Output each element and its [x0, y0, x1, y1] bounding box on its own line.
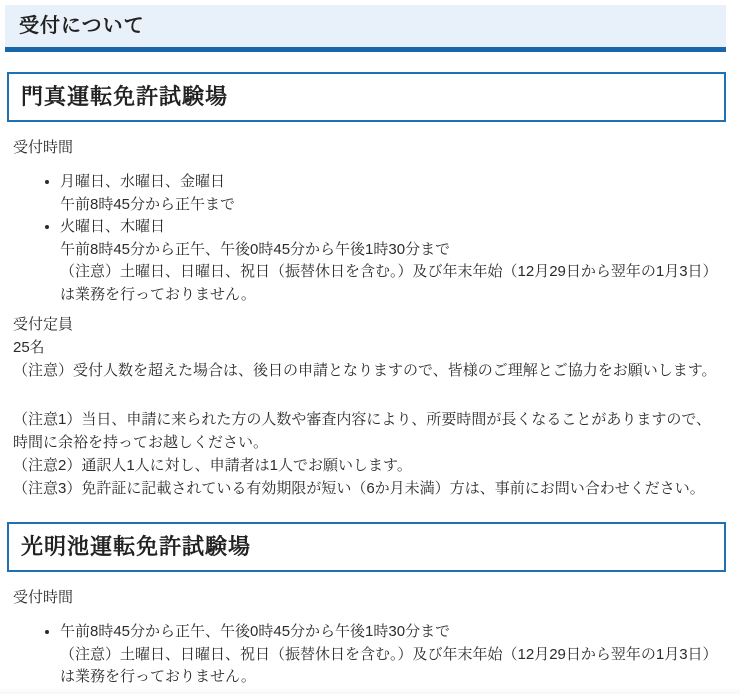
hours-list-kadoma — [13, 171, 740, 306]
note-line: 時間に余裕を持ってお越しください。 — [13, 434, 269, 451]
list-item — [60, 216, 740, 306]
hours-line: は業務を行っておりません。 — [60, 285, 256, 303]
hours-line: 午前8時45分から正午まで — [60, 195, 236, 213]
page-title: 受付について — [5, 5, 726, 52]
hours-line: は業務を行っておりません。 — [60, 668, 256, 685]
hours-line: 午前8時45分から正午、午後0時45分から午後1時30分まで — [60, 240, 451, 258]
capacity-value: 25名 — [13, 339, 45, 356]
section-heading-kadoma: 門真運転免許試験場 — [7, 72, 726, 122]
capacity-note: （注意）受付人数を超えた場合は、後日の申請となりますので、皆様のご理解とご協力をお願いします。 — [13, 362, 717, 379]
content-area — [0, 5, 740, 694]
hours-line: （注意）土曜日、日曜日、祝日（振替休日を含む。）及び年末年始（12月29日から翌年の1月3日） — [60, 645, 718, 663]
hours-line: • 火曜日、木曜日 — [60, 218, 166, 235]
section-heading-komyoike: 光明池運転免許試験場 — [7, 522, 726, 572]
hours-line: • 午前8時45分から正午、午後0時45分から午後1時30分まで — [60, 623, 451, 640]
capacity-label: 受付定員 — [13, 316, 74, 333]
hours-line: • 月曜日、水曜日、金曜日 — [60, 173, 226, 190]
hours-label-kadoma: 受付時間 — [13, 139, 74, 156]
capacity-block — [13, 313, 726, 382]
hours-label-komyoike: 受付時間 — [13, 589, 74, 606]
hours-list-komyoike — [13, 621, 740, 689]
note-line: （注意2）通訳人1人に対し、申請者は1人でお願いします。 — [13, 457, 412, 474]
section-kadoma — [0, 72, 740, 500]
list-item — [60, 171, 740, 216]
note-line: （注意1）当日、申請に来られた方の人数や審査内容により、所要時間が長くなることがありますので、 — [13, 411, 712, 428]
notes-block-kadoma — [13, 408, 726, 500]
hours-line: （注意）土曜日、日曜日、祝日（振替休日を含む。）及び年末年始（12月29日から翌年の1月3日） — [60, 263, 718, 280]
section-komyoike — [0, 522, 740, 689]
list-item — [60, 621, 740, 689]
note-line: （注意3）免許証に記載されている有効期限が短い（6か月未満）方は、事前にお問い合わせください。 — [13, 480, 705, 497]
